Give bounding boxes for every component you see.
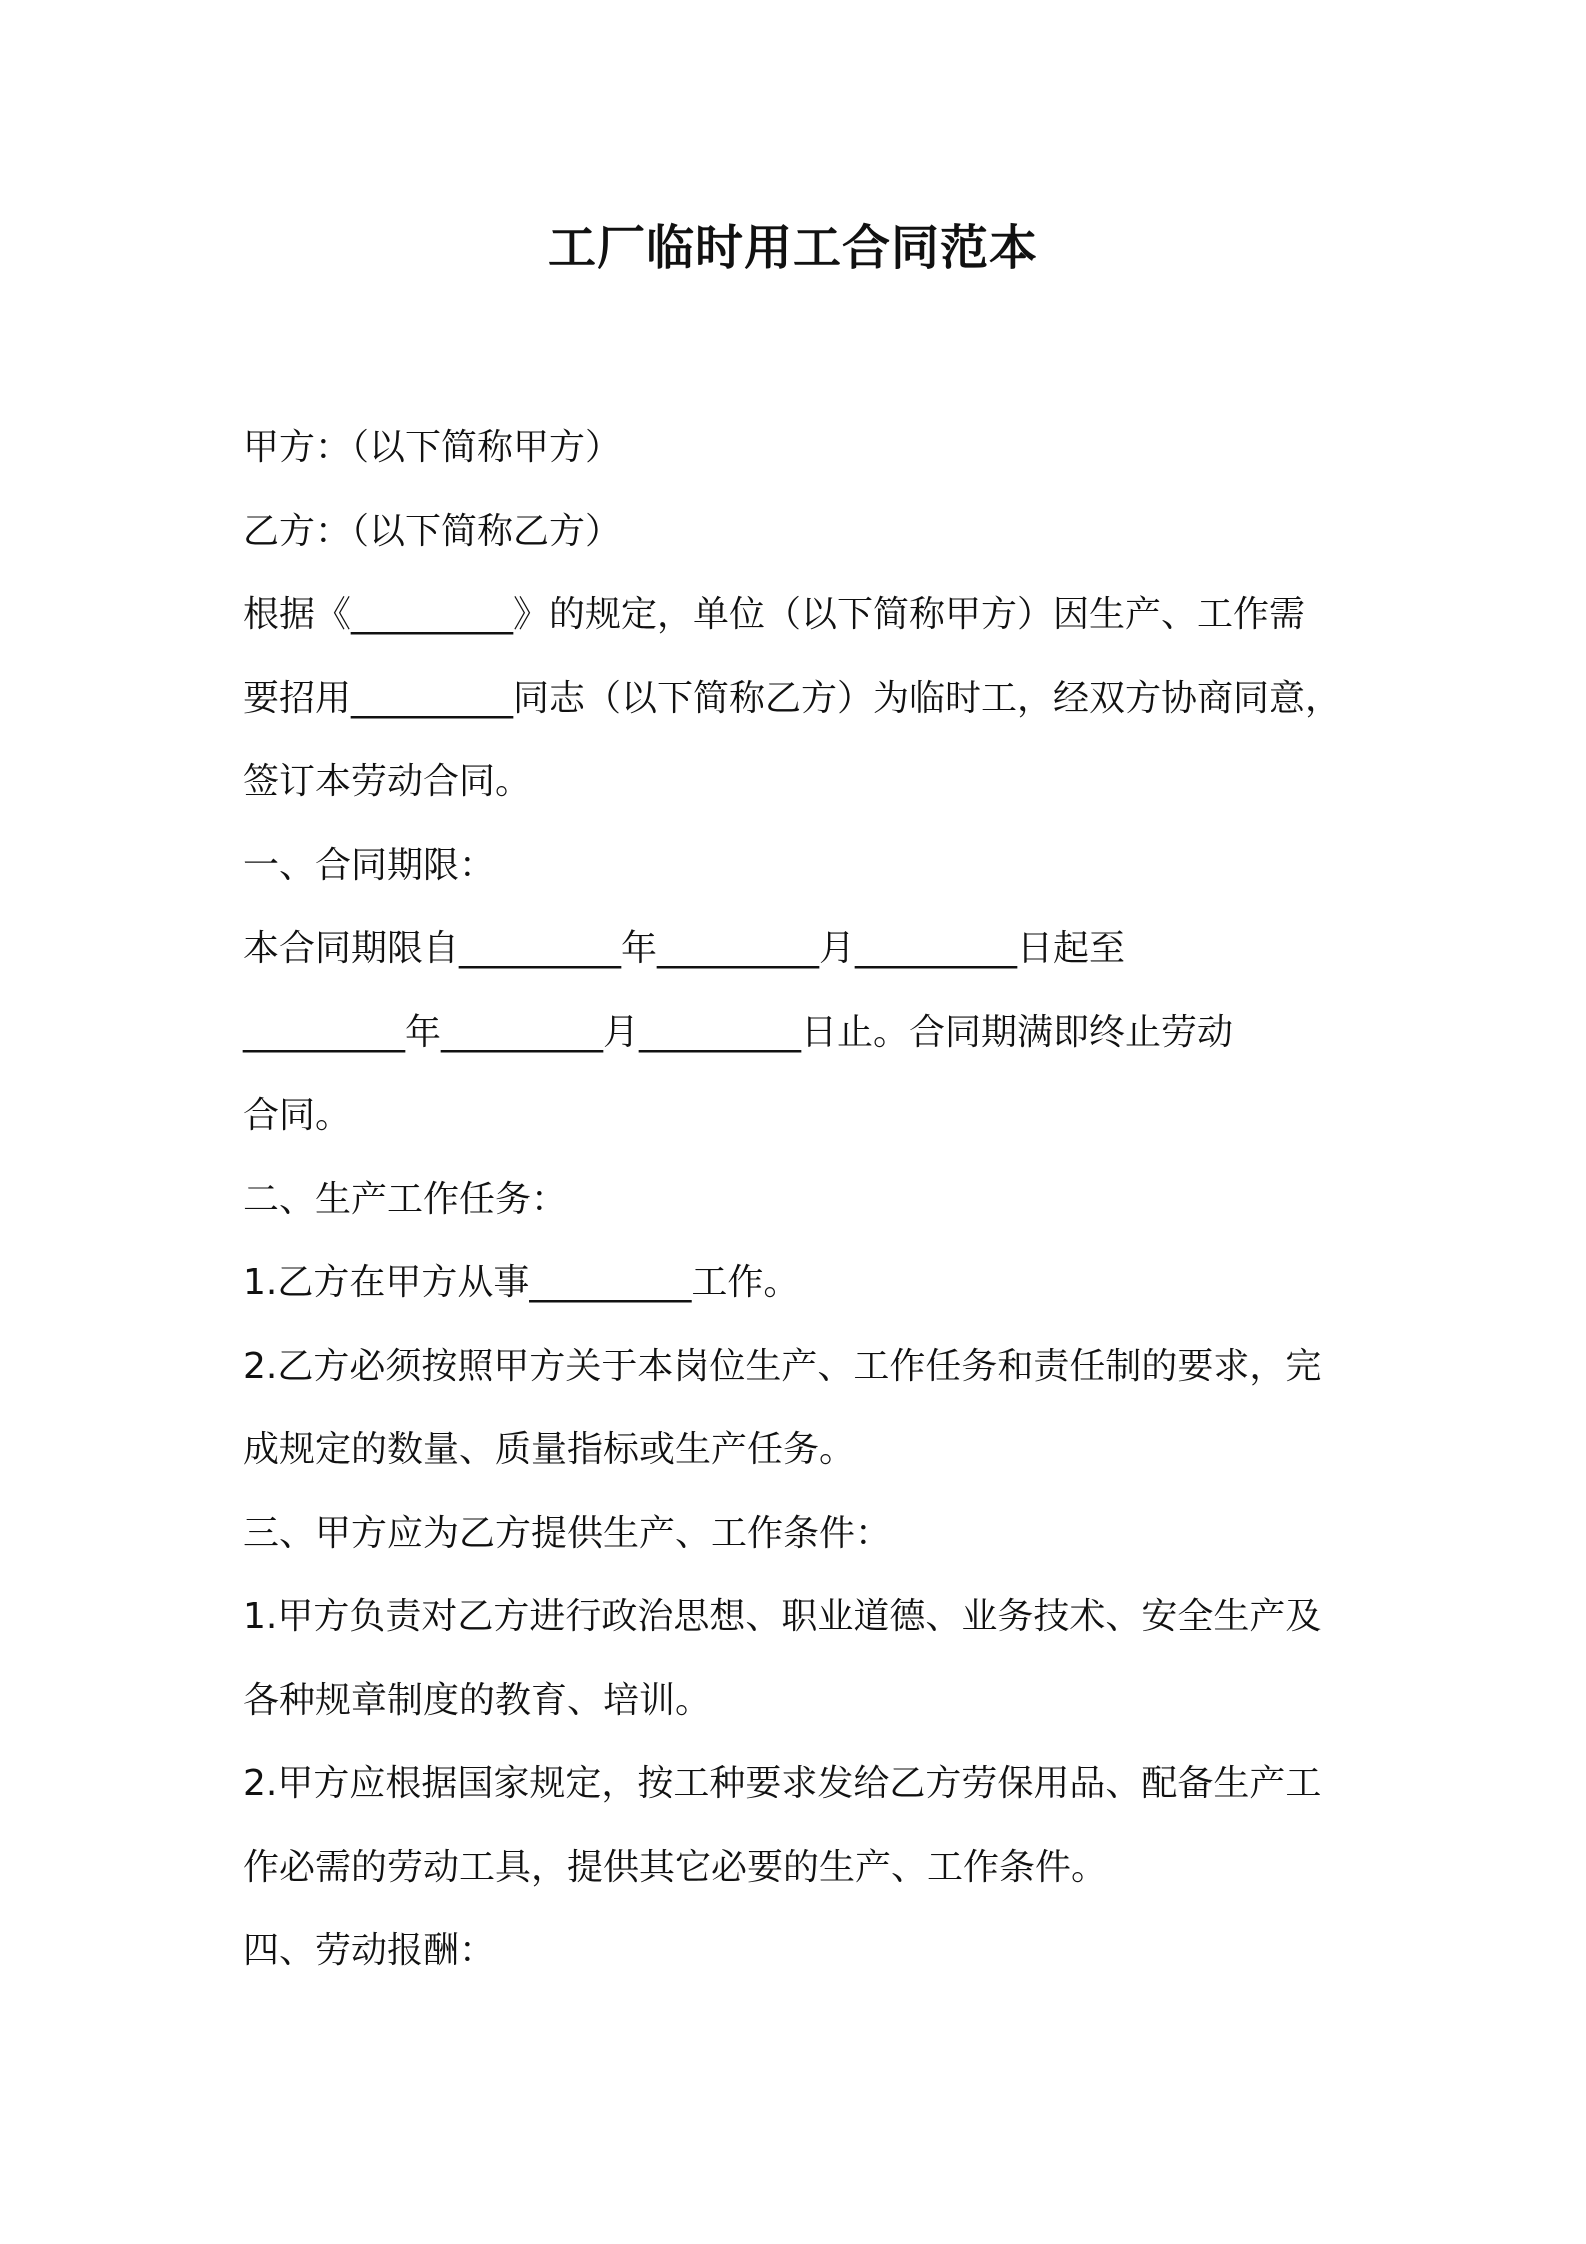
- paragraph-line: 合同。: [243, 1095, 352, 1136]
- party-b-line: 乙方：（以下简称乙方）: [243, 510, 622, 552]
- paragraph-line: 1.乙方在甲方从事_________工作。: [243, 1262, 800, 1303]
- paragraph-line: 2.乙方必须按照甲方关于本岗位生产、工作任务和责任制的要求，完: [243, 1345, 1322, 1387]
- paragraph-line: 各种规章制度的教育、培训。: [243, 1679, 712, 1721]
- section-heading: 四、劳动报酬：: [243, 1930, 496, 1971]
- paragraph-line: 1.甲方负责对乙方进行政治思想、职业道德、业务技术、安全生产及: [243, 1596, 1322, 1637]
- preamble-line: 签订本劳动合同。: [243, 761, 532, 802]
- paragraph-line: 作必需的劳动工具，提供其它必要的生产、工作条件。: [243, 1846, 1108, 1888]
- document-title: 工厂临时用工合同范本: [547, 220, 1038, 276]
- preamble-line: 要招用_________同志（以下简称乙方）为临时工，经双方协商同意，: [243, 677, 1342, 719]
- paragraph-line: 成规定的数量、质量指标或生产任务。: [243, 1429, 856, 1470]
- section-heading: 三、甲方应为乙方提供生产、工作条件：: [243, 1512, 892, 1554]
- document-body: [243, 406, 1358, 1993]
- preamble-line: 根据《_________》的规定，单位（以下简称甲方）因生产、工作需: [243, 594, 1306, 635]
- party-a-line: 甲方：（以下简称甲方）: [243, 427, 622, 468]
- section-heading: 一、合同期限：: [243, 844, 496, 886]
- section-heading: 二、生产工作任务：: [243, 1178, 568, 1220]
- paragraph-line: 2.甲方应根据国家规定，按工种要求发给乙方劳保用品、配备生产工: [243, 1763, 1322, 1804]
- paragraph-line: _________年_________月_________日止。合同期满即终止劳动: [243, 1011, 1234, 1053]
- paragraph-line: 本合同期限自_________年_________月_________日起至: [243, 928, 1126, 969]
